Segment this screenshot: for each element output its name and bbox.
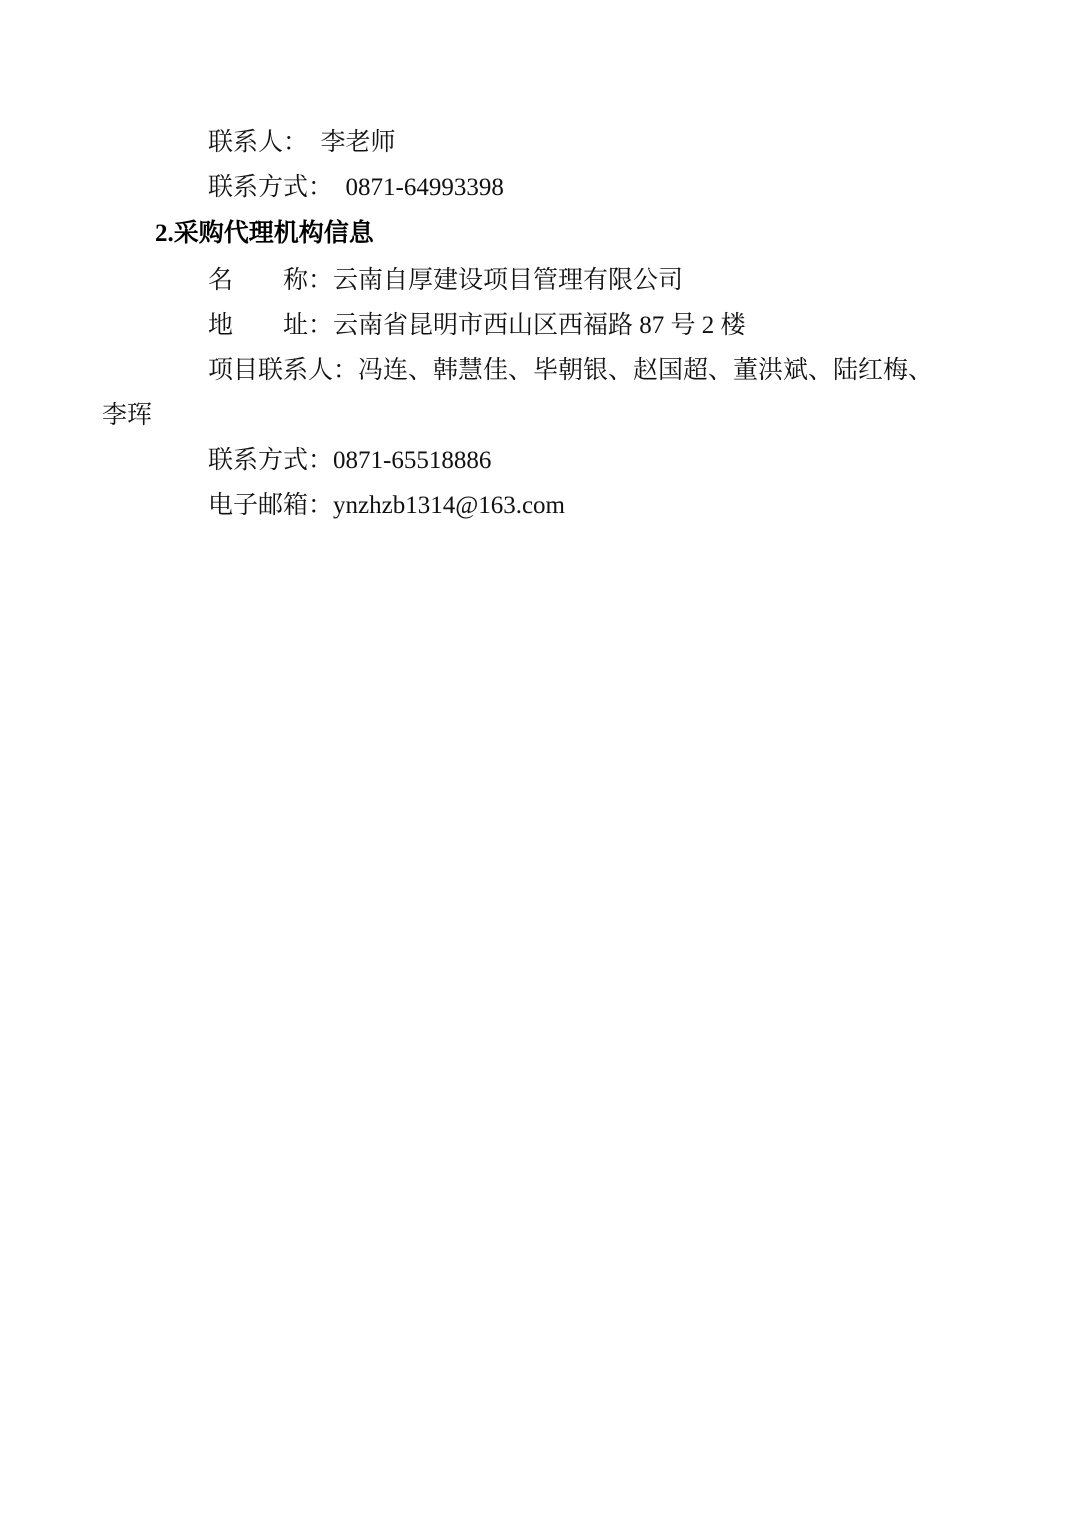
contact-phone-line: 联系方式： 0871-64993398 (208, 174, 504, 201)
agency-address-line: 地 址：云南省昆明市西山区西福路 87 号 2 楼 (208, 312, 746, 339)
project-contacts-continuation-line: 李珲 (102, 402, 153, 429)
contact-person-line: 联系人： 李老师 (208, 129, 396, 156)
agency-email-line: 电子邮箱：ynzhzb1314@163.com (208, 492, 566, 519)
document-body (102, 120, 945, 528)
agency-name-line: 名 称：云南自厚建设项目管理有限公司 (208, 267, 684, 294)
project-contacts-line: 项目联系人：冯连、韩慧佳、毕朝银、赵国超、董洪斌、陆红梅、 (208, 357, 934, 384)
agency-phone-line: 联系方式：0871-65518886 (208, 447, 492, 474)
section-heading-purchasing-agency: 2.采购代理机构信息 (155, 220, 374, 247)
